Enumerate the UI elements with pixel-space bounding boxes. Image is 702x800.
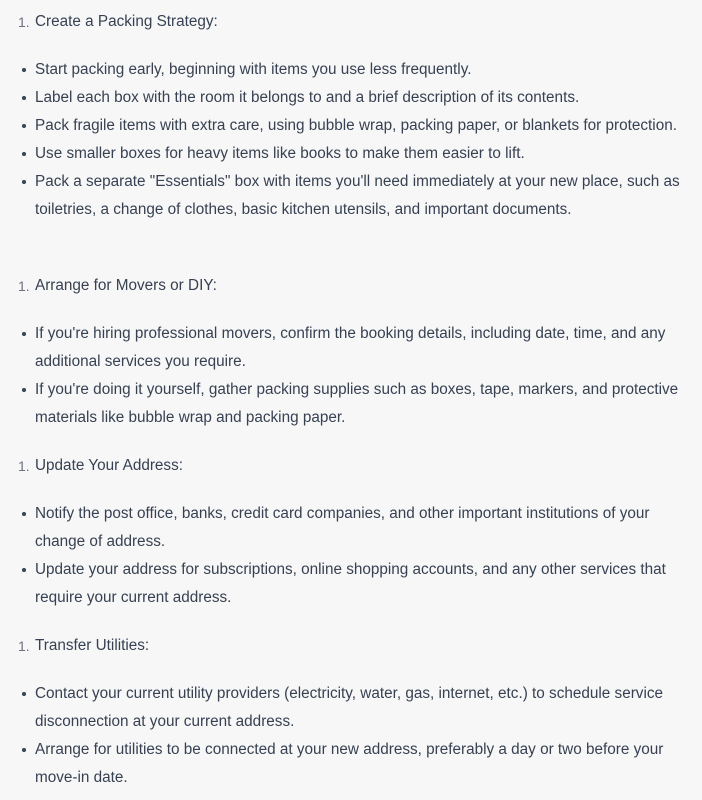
bullet-icon [22, 568, 26, 572]
list-item-text: Label each box with the room it belongs to and a brief description of its contents. [35, 89, 580, 106]
list-item-text: Use smaller boxes for heavy items like books to make them easier to lift. [35, 145, 525, 162]
list-item-text: If you're hiring professional movers, confirm the booking details, including date, time, and any additional services you require. [35, 325, 666, 370]
list-item [0, 56, 702, 84]
list-item-text: Arrange for utilities to be connected at your new address, preferably a day or two before your move-in date. [35, 741, 664, 786]
bullet-icon [22, 692, 26, 696]
list-item-text: Notify the post office, banks, credit card companies, and other important institutions of your change of address. [35, 505, 650, 550]
list-item [0, 376, 702, 432]
bullet-icon [22, 512, 26, 516]
list-item-text: Update your address for subscriptions, online shopping accounts, and any other services that require your current address. [35, 561, 666, 606]
section-title: Transfer Utilities: [35, 637, 150, 654]
list-item [0, 736, 702, 792]
list-item-text: Contact your current utility providers (electricity, water, gas, internet, etc.) to schedule service disconnection at your current address. [35, 685, 663, 730]
bullet-list-packing-strategy [0, 56, 702, 224]
section-title: Update Your Address: [35, 457, 183, 474]
bullet-icon [22, 748, 26, 752]
list-item-text: Start packing early, beginning with items you use less frequently. [35, 61, 472, 78]
bullet-icon [22, 388, 26, 392]
list-item-text: Pack a separate "Essentials" box with items you'll need immediately at your new place, such as toiletries, a change of clothes, basic kitchen utensils, and important documents. [35, 173, 680, 218]
list-item [0, 680, 702, 736]
section-number: 1. [18, 278, 30, 294]
bullet-list-transfer-utilities [0, 680, 702, 792]
section-number: 1. [18, 458, 30, 474]
bullet-icon [22, 332, 26, 336]
list-item [0, 112, 702, 140]
section-title: Create a Packing Strategy: [35, 13, 218, 30]
bullet-list-movers-diy [0, 320, 702, 432]
bullet-icon [22, 124, 26, 128]
bullet-icon [22, 180, 26, 184]
list-item [0, 84, 702, 112]
list-item [0, 556, 702, 612]
list-item [0, 320, 702, 376]
section-number: 1. [18, 638, 30, 654]
list-item-text: Pack fragile items with extra care, using bubble wrap, packing paper, or blankets for protection. [35, 117, 677, 134]
list-item [0, 168, 702, 224]
bullet-icon [22, 96, 26, 100]
bullet-icon [22, 152, 26, 156]
list-item-text: If you're doing it yourself, gather packing supplies such as boxes, tape, markers, and protective materials like bubble wrap and packing paper. [35, 381, 679, 426]
list-item [0, 500, 702, 556]
bullet-icon [22, 68, 26, 72]
section-title: Arrange for Movers or DIY: [35, 277, 217, 294]
bullet-list-update-address [0, 500, 702, 612]
section-number: 1. [18, 14, 30, 30]
list-item [0, 140, 702, 168]
